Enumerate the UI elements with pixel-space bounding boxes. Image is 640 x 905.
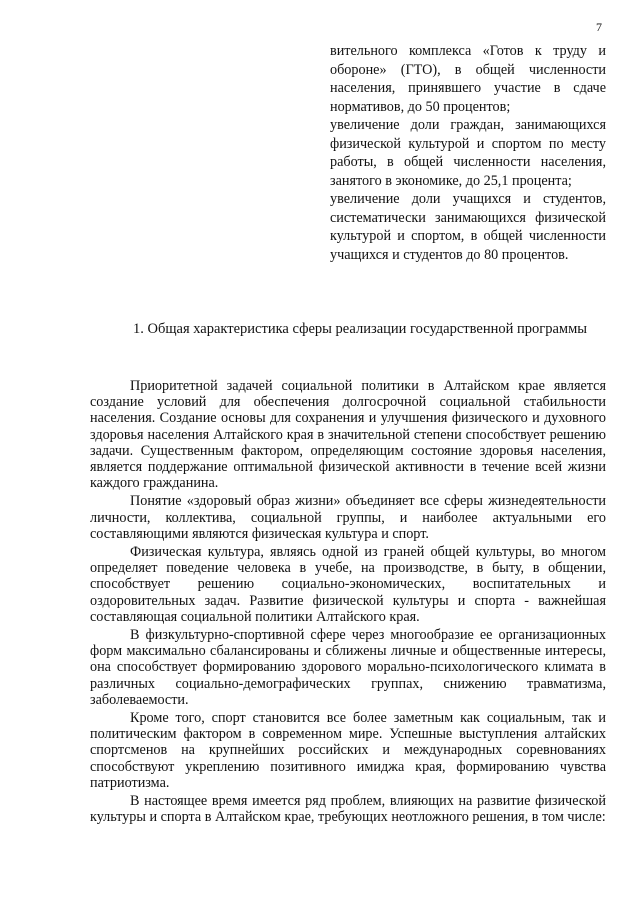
paragraph: Приоритетной задачей социальной политики в Алтайском крае является создание условий для обеспечения долгосрочной социальной стабильности населения. Создание основы для сохранения и улучшения физического и духовного здоровья населения Алтайского края в значительной степени способствует решению задачи. Существенным фактором, определяющим состояние здоровья населения, является поддержание оптимальной физической активности в течение всей жизни каждого гражданина.: [90, 378, 606, 492]
paragraph: В настоящее время имеется ряд проблем, влияющих на развитие физической культуры и спорта в Алтайском крае, требующих неотложного решения, в том числе:: [90, 793, 606, 826]
paragraph: Понятие «здоровый образ жизни» объединяет все сферы жизнедеятельности личности, коллектива, социальной группы, и наиболее актуальными его составляющими являются физическая культура и спорт.: [90, 493, 606, 542]
target-indicators-list: [330, 42, 606, 264]
paragraph: Кроме того, спорт становится все более заметным как социальным, так и политическим фактором в современном мире. Успешные выступления алтайских спортсменов на крупнейших российских и международных соревнованиях способствуют укреплению позитивного имиджа края, формированию чувства патриотизма.: [90, 710, 606, 791]
paragraph: В физкультурно-спортивной сфере через многообразие ее организационных форм максимально сбалансированы и сближены личные и общественные интересы, она способствует формированию здорового морально-психологического климата в различных социально-демографических группах, снижению травматизма, заболеваемости.: [90, 627, 606, 708]
target-item: вительного комплекса «Готов к труду и обороне» (ГТО), в общей численности населения, принявшего участие в сдаче нормативов, до 50 процентов;: [330, 43, 606, 115]
target-item: увеличение доли учащихся и студентов, систематически занимающихся физической культурой и спортом, в общей численности учащихся и студентов до 80 процентов.: [330, 191, 606, 263]
body-text: [90, 378, 606, 827]
page-number: 7: [596, 20, 602, 34]
section-heading: 1. Общая характеристика сферы реализации государственной программы: [133, 321, 587, 337]
paragraph: Физическая культура, являясь одной из граней общей культуры, во многом определяет поведение человека в учебе, на производстве, в быту, в общении, способствует решению социально-экономических, воспитательных и оздоровительных задач. Развитие физической культуры и спорта - важнейшая составляющая социальной политики Алтайского края.: [90, 544, 606, 625]
target-item: увеличение доли граждан, занимающихся физической культурой и спортом по месту работы, в общей численности населения, занятого в экономике, до 25,1 процента;: [330, 117, 606, 189]
